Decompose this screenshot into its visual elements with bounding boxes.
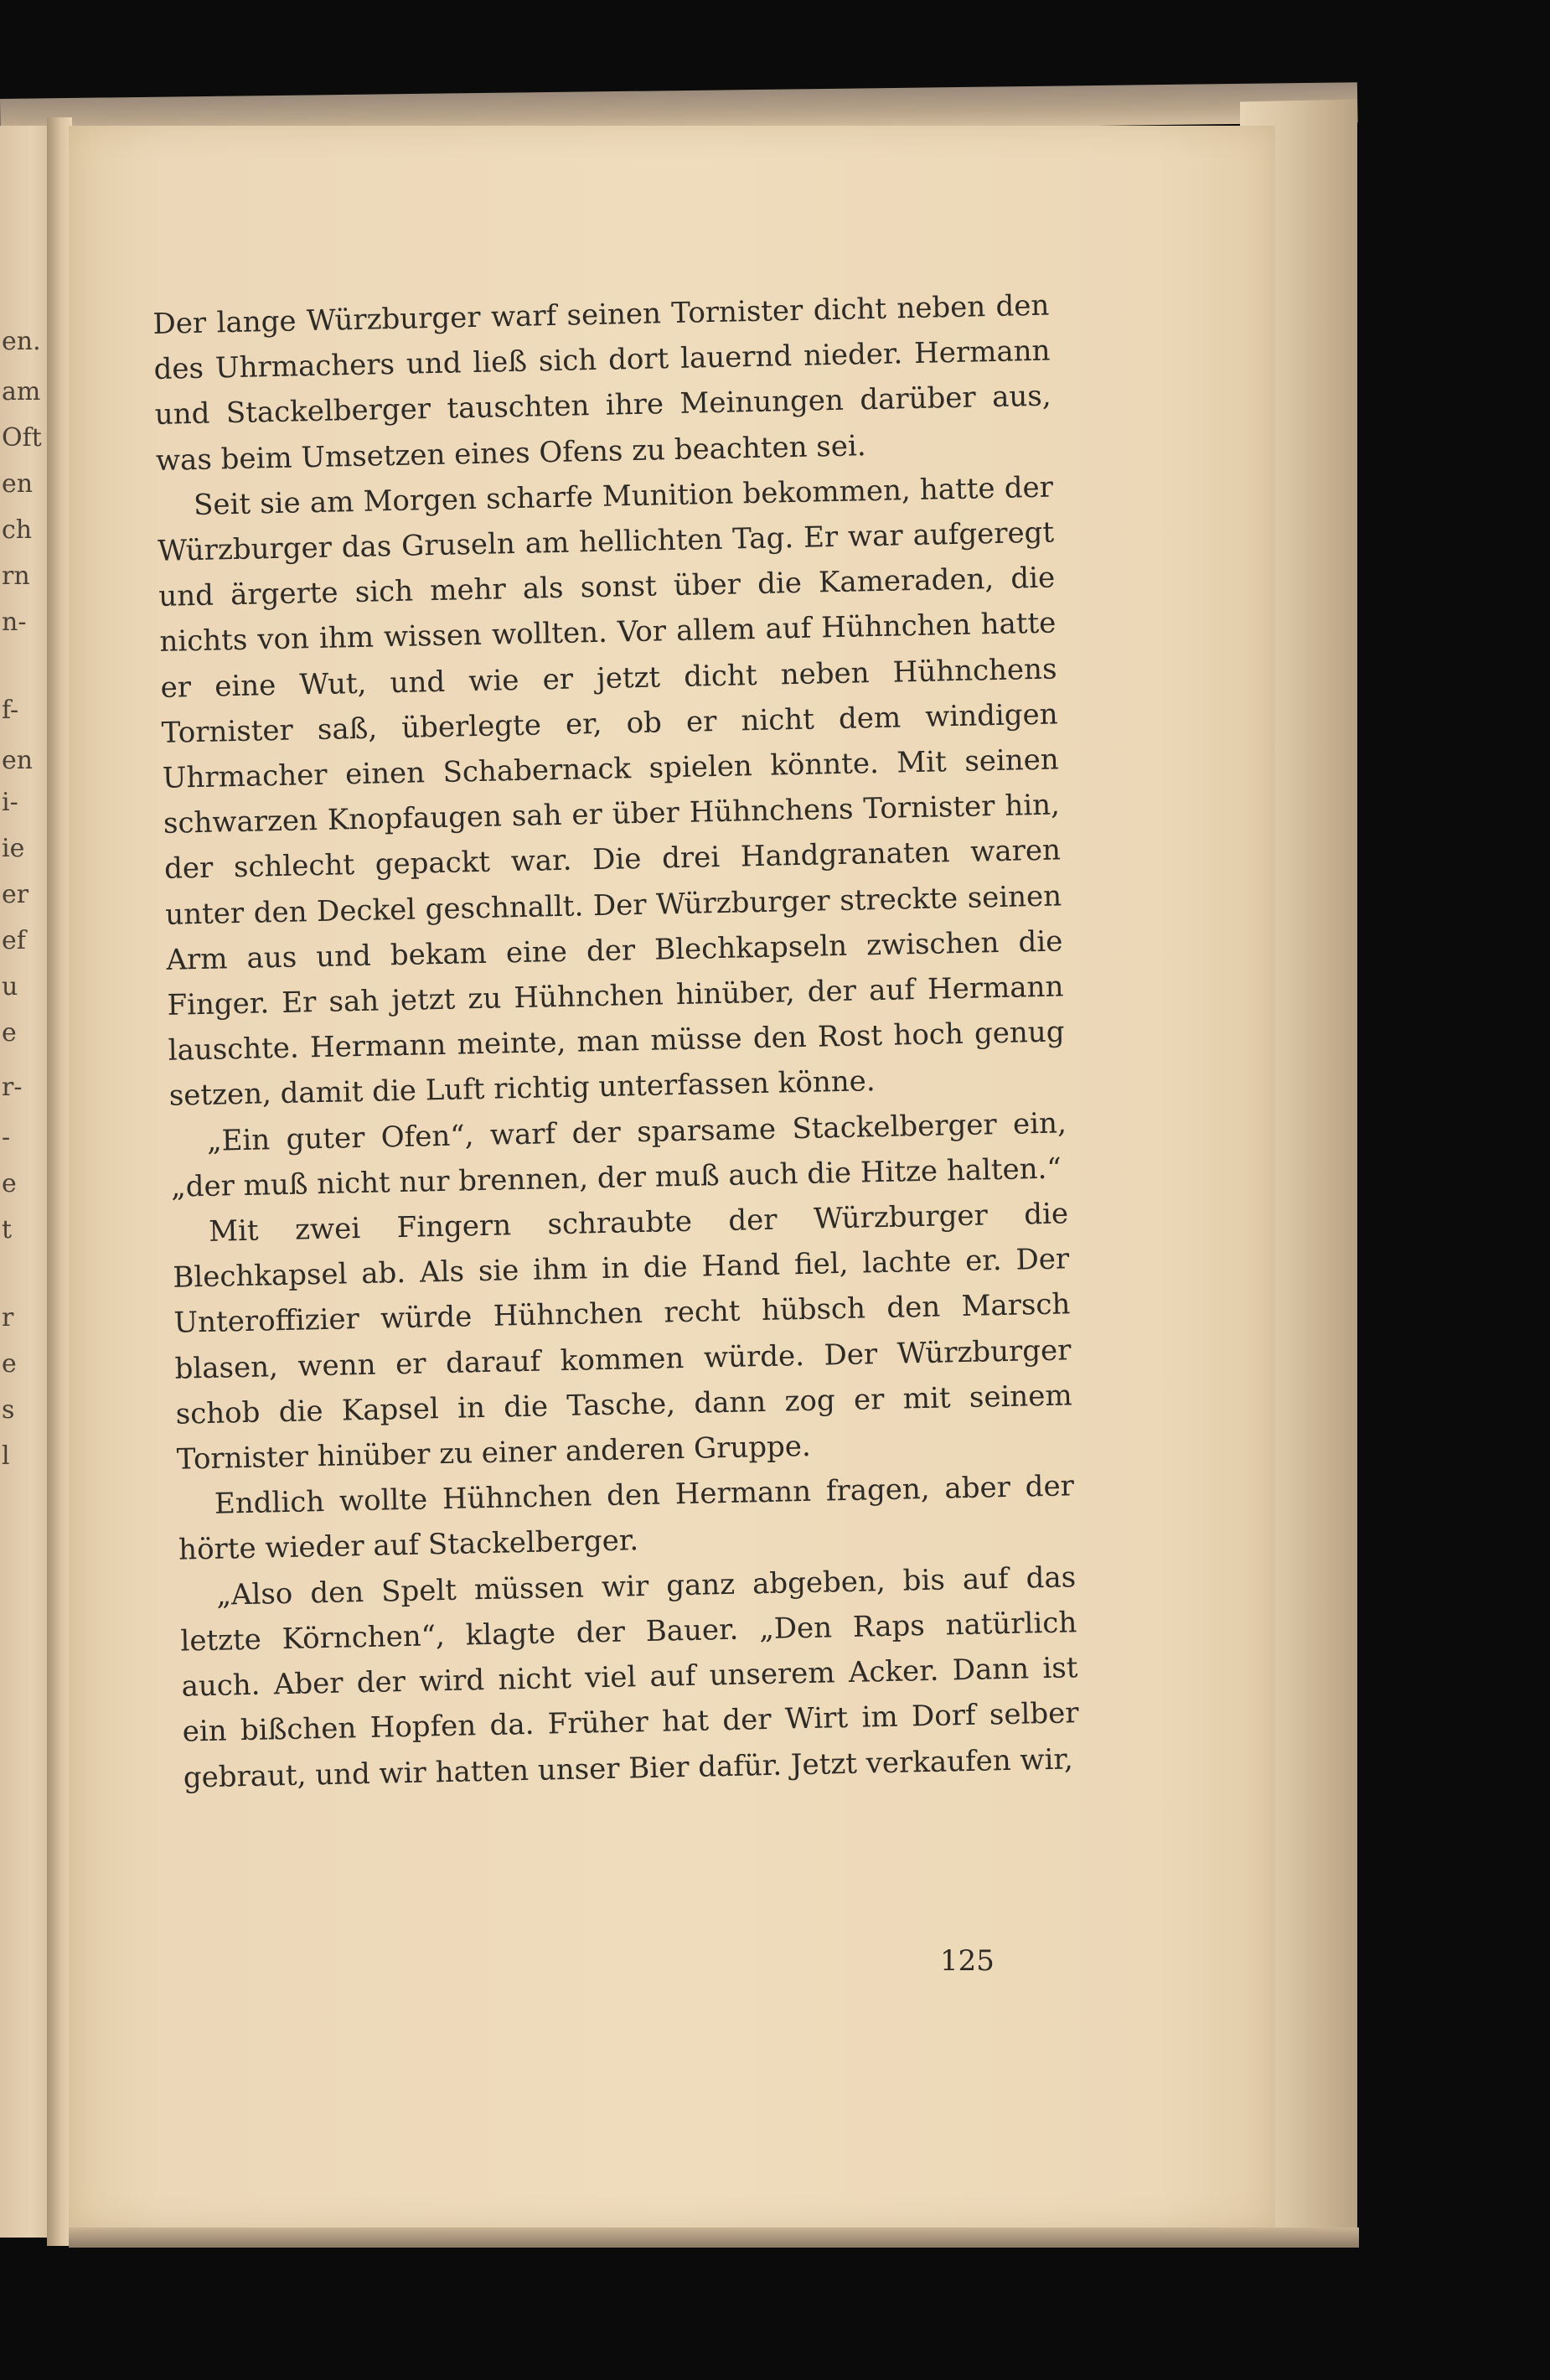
previous-page-fragment: en [2,469,34,499]
previous-page-fragment: r [2,1303,14,1332]
book-page [69,126,1275,2229]
book-bottom-edge [69,2227,1359,2248]
previous-page-fragment: t [2,1215,13,1244]
previous-page-fragment: Oft [2,423,42,453]
previous-page-fragment: e [2,1018,17,1048]
previous-page-fragment: i- [2,788,18,817]
previous-page-fragment: l [2,1441,10,1471]
paragraph: Mit zwei Fingern schraubte der Würzburger die Blechkapsel ab. Als sie ihm in die Hand fiel, lachte er. Der Unteroffizier würde Hühnchen recht hübsch den Marsch blasen, wenn er darauf kommen würde. Der Würzburger schob die Kapsel in die Tasche, dann zog er mit seinem Tornister hinüber zu einer anderen Gruppe. [172,1197,1072,1477]
previous-page-fragment: er [2,880,29,909]
page-number: 125 [940,1944,995,1978]
paragraph: Seit sie am Morgen scharfe Munition bekommen, hatte der Würzburger das Gruseln am hellichten Tag. Er war aufgeregt und ärgerte sich mehr als sonst über die Kameraden, die nichts von ihm wissen wollten. Vor allem auf Hühnchen hatte er eine Wut, und wie er jetzt dicht neben Hühnchens Tornister saß, überlegte er, ob er nicht dem windigen Uhrmacher einen Schabernack spielen könnte. Mit seinen schwarzen Knopfaugen sah er über Hühnchens Tornister hin, der schlecht gepackt war. Die drei Handgranaten waren unter den Deckel geschnallt. Der Würzburger streckte seinen Arm aus und bekam eine der Blechkapseln zwischen die Finger. Er sah jetzt zu Hühnchen hinüber, der auf Hermann lauschte. Hermann meinte, man müsse den Rost hoch genug setzen, damit die Luft richtig unterfassen könne. [157,470,1065,1114]
previous-page-fragment: s [2,1395,15,1425]
paragraph: Der lange Würzburger warf seinen Tornister dicht neben den des Uhrmachers und ließ sich dort lauernd nieder. Hermann und Stackelberger tauschten ihre Meinungen darüber aus, was beim Umsetzen eines Ofens zu beachten sei. [152,288,1052,478]
previous-page-fragment: f- [2,696,19,725]
previous-page-fragment: - [2,1123,11,1152]
previous-page-fragment: e [2,1349,17,1379]
previous-page-fragment: r- [2,1073,23,1102]
previous-page-fragment: ch [2,515,33,545]
paragraph: „Ein guter Ofen“, warf der sparsame Stackelberger ein, „der muß nicht nur brennen, der muß auch die Hitze halten.“ [170,1106,1067,1204]
previous-page-fragment: am [2,377,41,406]
previous-page-fragment: e [2,1169,17,1198]
previous-page-fragment: ie [2,834,25,863]
previous-page-fragment: u [2,972,18,1001]
paragraph: „Also den Spelt müssen wir ganz abgeben, bis auf das letzte Körnchen“, klagte der Bauer. „Den Raps natürlich auch. Aber der wird nicht viel auf unserem Acker. Dann ist ein bißchen Hopfen da. Früher hat der Wirt im Dorf selber gebraut, und wir hatten unser Bier dafür. Jetzt verkaufen wir, [180,1560,1079,1795]
previous-page-fragment: en. [2,327,41,356]
previous-page-sliver [0,126,52,2238]
previous-page-fragment: n- [2,608,27,637]
previous-page-fragment: rn [2,561,30,591]
previous-page-fragment: ef [2,926,26,955]
paragraph: Endlich wollte Hühnchen den Hermann fragen, aber der hörte wieder auf Stackelberger. [178,1469,1075,1568]
page-text-block [152,283,1080,1801]
previous-page-fragment: en [2,746,34,775]
